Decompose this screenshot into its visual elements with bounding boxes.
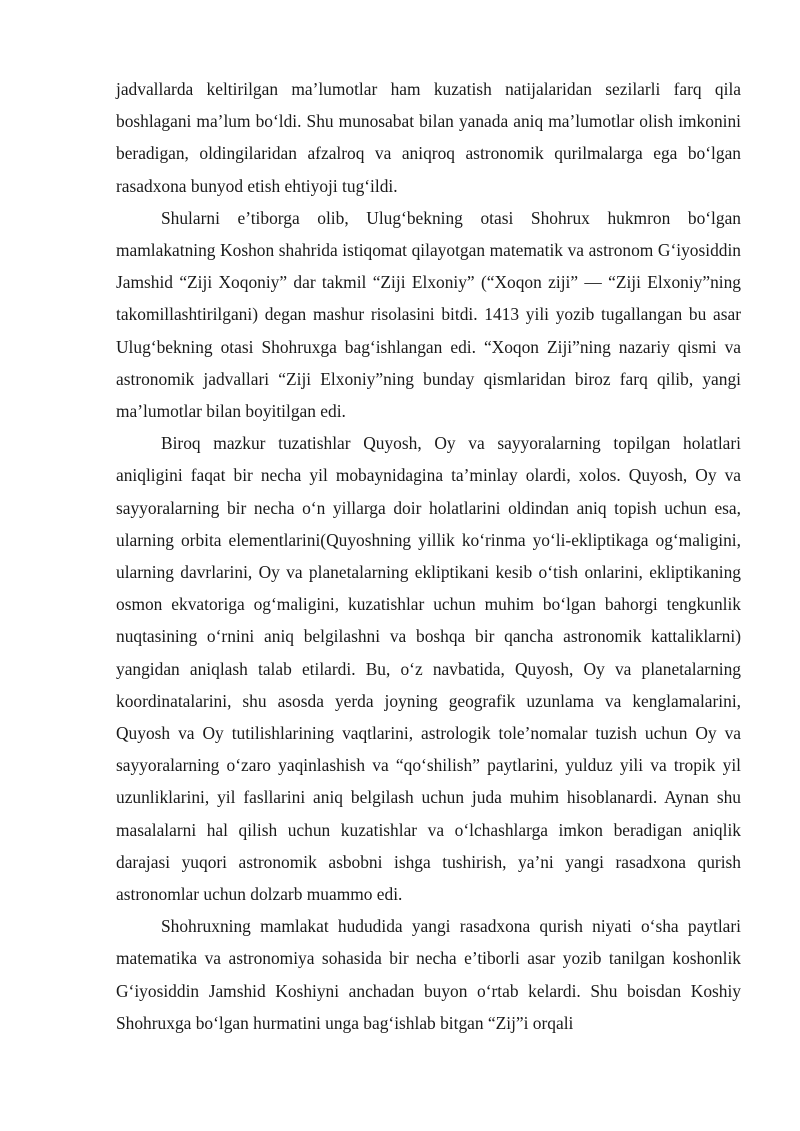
document-body <box>116 73 741 1039</box>
paragraph-ziji-xoqoniy: Shularni e’tiborga olib, Ulug‘bekning otasi Shohrux hukmron bo‘lgan mamlakatning Koshon shahrida istiqomat qilayotgan matematik va astronom G‘iyosiddin Jamshid “Ziji Xoqoniy” dar takmil “Ziji Elxoniy” (“Xoqon ziji” — “Ziji Elxoniy”ning takomillashtirilgani) degan mashur risolasini bitdi. 1413 yili yozib tugallangan bu asar Ulug‘bekning otasi Shohruxga bag‘ishlangan edi. “Xoqon Ziji”ning nazariy qismi va astronomik jadvallari “Ziji Elxoniy”ning bunday qismlaridan biroz farq qilib, yangi ma’lumotlar bilan boyitilgan edi. <box>116 207 741 422</box>
paragraph-astronomical-corrections: Biroq mazkur tuzatishlar Quyosh, Oy va sayyoralarning topilgan holatlari aniqligini faqat bir necha yil mobaynidagina ta’minlay olardi, xolos. Quyosh, Oy va sayyoralarning bir necha o‘n yillarga doir holatlarini oldindan aniq topish uchun esa, ularning orbita elementlarini(Quyoshning yillik ko‘rinma yo‘li-ekliptikaga og‘maligini, ularning davrlarini, Oy va planetalarning ekliptikani kesib o‘tish onlarini, ekliptikaning osmon ekvatoriga og‘maligini, kuzatishlar uchun muhim bo‘lgan bahorgi tengkunlik nuqtasining o‘rnini aniq belgilashni va boshqa bir qancha astronomik kattaliklarni) yangidan aniqlash talab etilardi. Bu, o‘z navbatida, Quyosh, Oy va planetalarning koordinatalarini, shu asosda yerda joyning geografik uzunlama va kenglamalarini, Quyosh va Oy tutilishlarining vaqtlarini, astrologik tole’nomalar tuzish uchun Oy va sayyoralarning o‘zaro yaqinlashish va “qo‘shilish” paytlarini, yulduz yili va tropik yil uzunliklarini, yil fasllarini aniq belgilash uchun juda muhim hisoblanardi. Aynan shu masalalarni hal qilish uchun kuzatishlar va o‘lchashlarga imkon beradigan aniqlik darajasi yuqori astronomik asbobni ishga tushirish, ya’ni yangi rasadxona qurish astronomlar uchun dolzarb muammo edi. <box>116 433 741 905</box>
paragraph-shohrux-observatory: Shohruxning mamlakat hududida yangi rasadxona qurish niyati o‘sha paytlari matematika va astronomiya sohasida bir necha e’tiborli asar yozib tanilgan koshonlik G‘iyosiddin Jamshid Koshiyni anchadan buyon o‘rtab kelardi. Shu boisdan Koshiy Shohruxga bo‘lgan hurmatini unga bag‘ishlab bitgan “Zij”i orqali <box>116 916 741 1033</box>
paragraph-continuation: jadvallarda keltirilgan ma’lumotlar ham kuzatish natijalaridan sezilarli farq qila boshlagani ma’lum bo‘ldi. Shu munosabat bilan yanada aniq ma’lumotlar olish imkonini beradigan, oldingilaridan afzalroq va aniqroq astronomik qurilmalarga ega bo‘lgan rasadxona bunyod etish ehtiyoji tug‘ildi. <box>116 79 741 196</box>
